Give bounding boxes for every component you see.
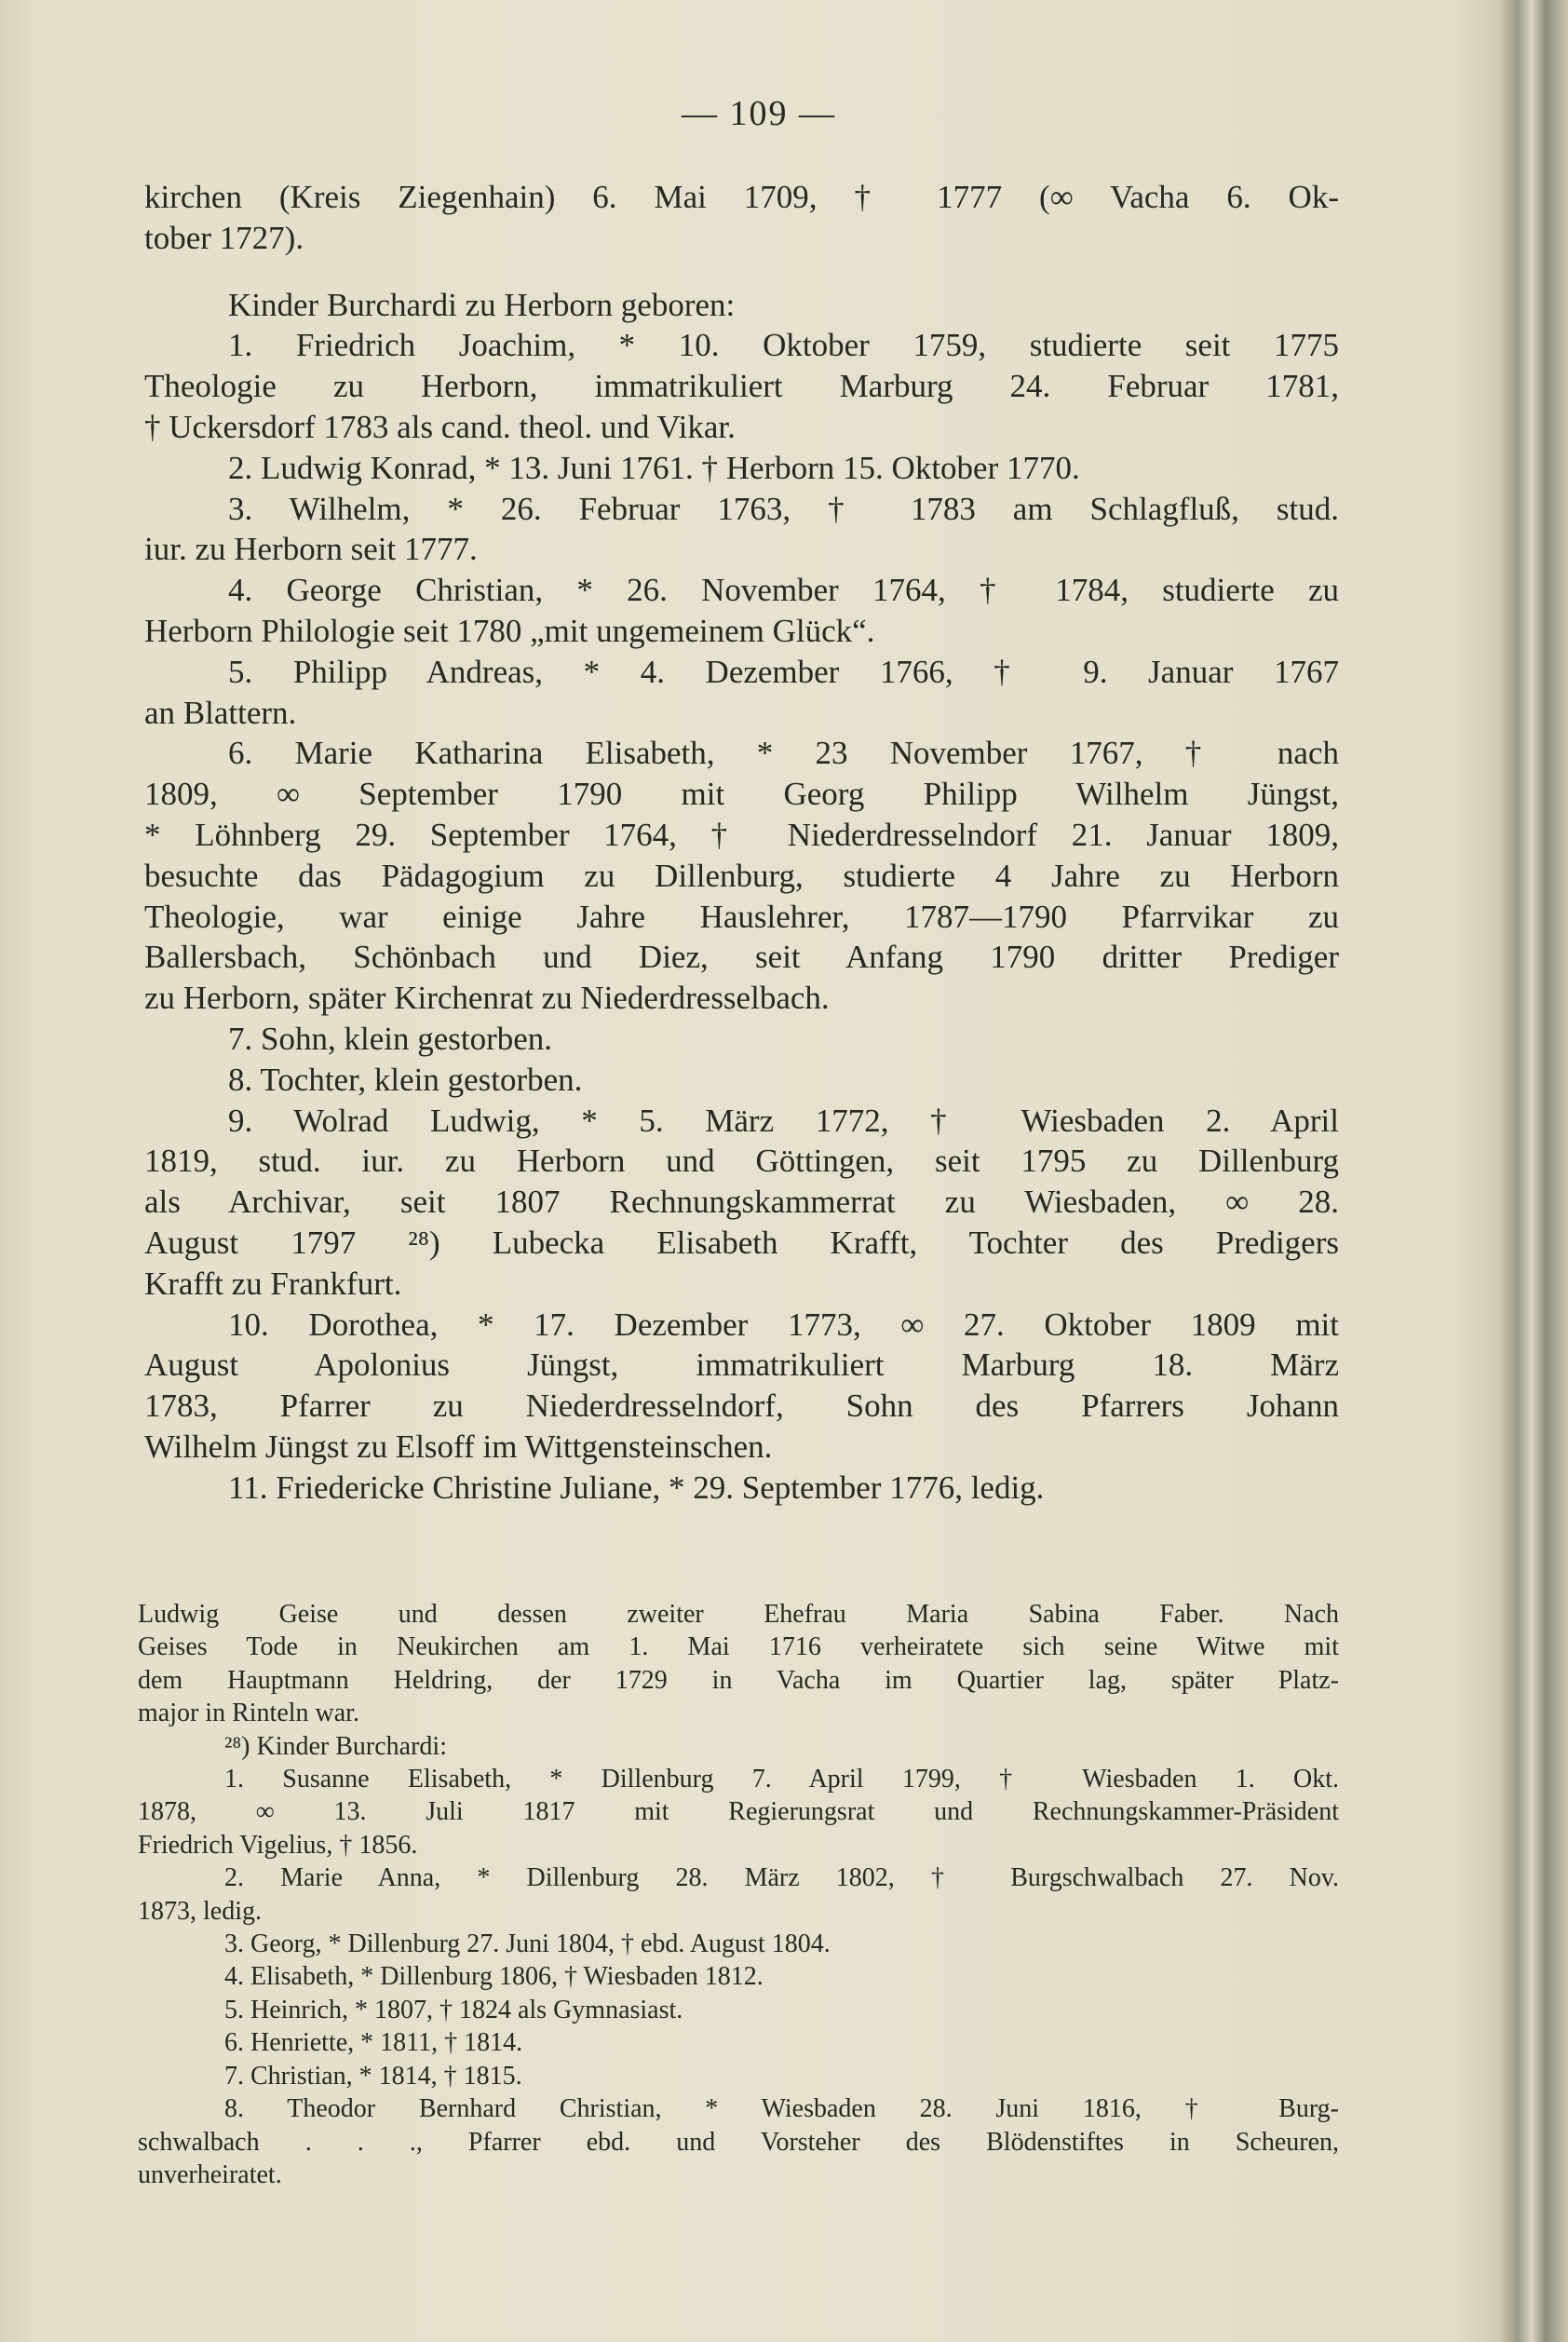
- footnote-paragraph: [138, 2026, 1339, 2059]
- text-line: Krafft zu Frankfurt.: [144, 1265, 402, 1302]
- text-line: 2. Ludwig Konrad, * 13. Juni 1761. † Herborn 15. Oktober 1770.: [228, 449, 1080, 486]
- text-line: 6. Marie Katharina Elisabeth, * 23 November 1767, † nach: [228, 735, 1339, 772]
- text-line: als Archivar, seit 1807 Rechnungskammerrat zu Wiesbaden, ∞ 28.: [144, 1184, 1339, 1221]
- text-line: dem Hauptmann Heldring, der 1729 in Vacha im Quartier lag, später Platz-: [138, 1665, 1339, 1695]
- text-line: iur. zu Herborn seit 1777.: [144, 531, 478, 568]
- text-line: Wilhelm Jüngst zu Elsoff im Wittgensteinschen.: [144, 1428, 773, 1465]
- text-line: 7. Sohn, klein gestorben.: [228, 1020, 553, 1057]
- paragraph: [144, 1468, 1339, 1509]
- text-line: Herborn Philologie seit 1780 „mit ungemeinem Glück“.: [144, 612, 875, 649]
- footnote-paragraph: [138, 2060, 1339, 2092]
- text-line: 1. Susanne Elisabeth, * Dillenburg 7. April 1799, † Wiesbaden 1. Okt.: [224, 1765, 1339, 1794]
- text-line: Ludwig Geise und dessen zweiter Ehefrau Maria Sabina Faber. Nach: [138, 1600, 1339, 1629]
- text-line: kirchen (Kreis Ziegenhain) 6. Mai 1709, † 1777 (∞ Vacha 6. Ok-: [144, 179, 1339, 215]
- text-line: 1. Friedrich Joachim, * 10. Oktober 1759, studierte seit 1775: [228, 327, 1339, 364]
- paragraph: [144, 325, 1339, 447]
- text-line: 1783, Pfarrer zu Niederdresselndorf, Sohn des Pfarrers Johann: [144, 1388, 1339, 1425]
- text-line: an Blattern.: [144, 694, 297, 731]
- text-line: Theologie, war einige Jahre Hauslehrer, 1787—1790 Pfarrvikar zu: [144, 898, 1339, 935]
- paragraph: [144, 489, 1339, 571]
- text-line: tober 1727).: [144, 219, 304, 256]
- footnote-paragraph: [138, 2092, 1339, 2191]
- text-line: 10. Dorothea, * 17. Dezember 1773, ∞ 27. Oktober 1809 mit: [228, 1306, 1339, 1343]
- footnotes: [138, 1598, 1339, 2191]
- main-text: [144, 177, 1339, 1509]
- text-line: major in Rinteln war.: [138, 1699, 359, 1728]
- text-line: 3. Georg, * Dillenburg 27. Juni 1804, † ebd. August 1804.: [224, 1929, 831, 1959]
- footnote-paragraph: [138, 1598, 1339, 1730]
- paragraph: [144, 1060, 1339, 1101]
- paragraph: [144, 1305, 1339, 1468]
- text-line: ²⁸) Kinder Burchardi:: [224, 1731, 447, 1761]
- text-line: † Uckersdorf 1783 als cand. theol. und Vikar.: [144, 408, 736, 445]
- paragraph: [144, 1019, 1339, 1060]
- text-line: 8. Tochter, klein gestorben.: [228, 1061, 583, 1098]
- text-line: * Löhnberg 29. September 1764, † Niederdresselndorf 21. Januar 1809,: [144, 816, 1339, 853]
- text-line: 5. Philipp Andreas, * 4. Dezember 1766, † 9. Januar 1767: [228, 653, 1339, 690]
- paragraph: [144, 733, 1339, 1019]
- text-line: 6. Henriette, * 1811, † 1814.: [224, 2028, 523, 2058]
- text-line: besuchte das Pädagogium zu Dillenburg, studierte 4 Jahre zu Herborn: [144, 857, 1339, 894]
- text-line: Theologie zu Herborn, immatrikuliert Marburg 24. Februar 1781,: [144, 368, 1339, 405]
- paragraph: [144, 652, 1339, 734]
- text-line: August Apolonius Jüngst, immatrikuliert Marburg 18. März: [144, 1347, 1339, 1384]
- footnote-paragraph: [138, 1928, 1339, 1960]
- text-line: unverheiratet.: [138, 2159, 282, 2189]
- text-line: August 1797 ²⁸) Lubecka Elisabeth Krafft, Tochter des Predigers: [144, 1224, 1339, 1261]
- text-line: 5. Heinrich, * 1807, † 1824 als Gymnasiast.: [224, 1995, 683, 2024]
- text-line: Friedrich Vigelius, † 1856.: [138, 1830, 418, 1860]
- text-line: 4. George Christian, * 26. November 1764, † 1784, studierte zu: [228, 572, 1339, 609]
- paragraph: [144, 177, 1339, 259]
- text-line: 9. Wolrad Ludwig, * 5. März 1772, † Wiesbaden 2. April: [228, 1102, 1339, 1139]
- paragraph: [144, 448, 1339, 489]
- text-line: 7. Christian, * 1814, † 1815.: [224, 2061, 522, 2091]
- text-line: schwalbach . . ., Pfarrer ebd. und Vorsteher des Blödenstiftes in Scheuren,: [138, 2127, 1339, 2157]
- footnote-paragraph: [138, 1730, 1339, 1763]
- text-line: 4. Elisabeth, * Dillenburg 1806, † Wiesbaden 1812.: [224, 1962, 764, 1992]
- text-line: Geises Tode in Neukirchen am 1. Mai 1716 verheiratete sich seine Witwe mit: [138, 1632, 1339, 1662]
- text-line: 3. Wilhelm, * 26. Februar 1763, † 1783 am Schlagfluß, stud.: [228, 490, 1339, 527]
- text-line: 11. Friedericke Christine Juliane, * 29. September 1776, ledig.: [228, 1469, 1045, 1506]
- text-line: 8. Theodor Bernhard Christian, * Wiesbaden 28. Juni 1816, † Burg-: [224, 2094, 1339, 2124]
- footnote-paragraph: [138, 1763, 1339, 1861]
- text-line: 1878, ∞ 13. Juli 1817 mit Regierungsrat und Rechnungskammer-Präsident: [138, 1797, 1339, 1827]
- paragraph: [144, 285, 1339, 326]
- footnote-paragraph: [138, 1960, 1339, 1993]
- text-line: Ballersbach, Schönbach und Diez, seit Anfang 1790 dritter Prediger: [144, 939, 1339, 976]
- footnote-paragraph: [138, 1861, 1339, 1928]
- paragraph: [144, 570, 1339, 652]
- text-line: 1819, stud. iur. zu Herborn und Göttingen, seit 1795 zu Dillenburg: [144, 1143, 1339, 1180]
- paragraph: [144, 1101, 1339, 1305]
- text-line: 1873, ledig.: [138, 1896, 262, 1926]
- text-line: 2. Marie Anna, * Dillenburg 28. März 1802, † Burgschwalbach 27. Nov.: [224, 1863, 1339, 1893]
- text-line: Kinder Burchardi zu Herborn geboren:: [228, 286, 736, 323]
- page-number: — 109 —: [682, 94, 836, 133]
- text-line: zu Herborn, später Kirchenrat zu Niederdresselbach.: [144, 980, 830, 1017]
- footnote-paragraph: [138, 1994, 1339, 2026]
- text-line: 1809, ∞ September 1790 mit Georg Philipp Wilhelm Jüngst,: [144, 776, 1339, 813]
